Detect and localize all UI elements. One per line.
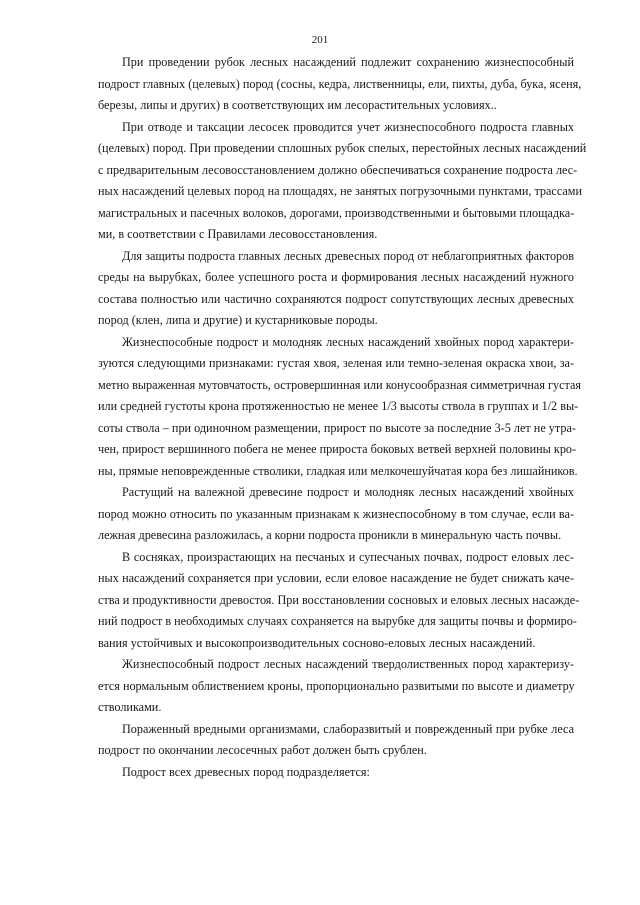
- text-line: Растущий на валежной древесине подрост и молодняк лесных насаждений хвойных: [122, 485, 574, 499]
- paragraph: [98, 332, 581, 483]
- text-line: с предварительным лесовосстановлением должно обеспечиваться сохранение подроста лес-: [98, 162, 578, 177]
- text-line: метно выраженная мутовчатость, островершинная или конусообразная симметричная густая: [98, 377, 581, 392]
- text-line: ми, в соответствии с Правилами лесовосстановления.: [98, 227, 378, 241]
- text-line: ется нормальным облиствением кроны, пропорционально развитыми по высоте и диаметру: [98, 678, 575, 693]
- paragraph: [98, 246, 574, 332]
- text-line: подрост главных (целевых) пород (сосны, кедра, лиственницы, ели, пихты, дуба, бука, ясеня,: [98, 76, 582, 91]
- text-line: Жизнеспособный подрост лесных насаждений твердолиственных пород характеризу-: [122, 657, 574, 671]
- text-line: Пораженный вредными организмами, слаборазвитый и поврежденный при рубке леса: [122, 721, 574, 736]
- text-line: стволиками.: [98, 700, 162, 714]
- text-line: ных насаждений сохраняется при условии, если еловое насаждение не будет снижать каче-: [98, 571, 574, 585]
- body-text: [98, 52, 587, 783]
- text-line: подрост по окончании лесосечных работ должен быть срублен.: [98, 743, 427, 757]
- paragraph: [98, 482, 574, 547]
- text-line: зуются следующими признаками: густая хвоя, зеленая или темно-зеленая окраска хвои, за-: [98, 356, 574, 370]
- text-line: При проведении рубок лесных насаждений подлежит сохранению жизнеспособный: [122, 55, 574, 69]
- paragraph: [98, 52, 582, 117]
- text-line: Жизнеспособные подрост и молодняк лесных насаждений хвойных пород характери-: [122, 334, 574, 349]
- paragraph: [98, 762, 574, 784]
- text-line: пород (клен, липа и другие) и кустарниковые породы.: [98, 313, 378, 327]
- paragraph: [98, 719, 574, 762]
- text-line: ний подрост в необходимых случаях сохраняется на вырубке для защиты почвы и формиро-: [98, 614, 577, 628]
- text-line: пород можно относить по указанным признакам к жизнеспособному в том случае, если ва-: [98, 506, 574, 521]
- text-line: состава полностью или частично сохраняются подрост сопутствующих лесных древесных: [98, 291, 574, 306]
- page-number: 201: [311, 34, 329, 46]
- paragraph: [98, 654, 574, 719]
- text-line: или средней густоты крона протяженностью не менее 1/3 высоты ствола в группах и 1/2 вы-: [98, 399, 579, 413]
- text-line: чен, прирост вершинного побега не менее прироста боковых ветвей верхней половины кро-: [98, 442, 577, 456]
- text-line: лежная древесина разложилась, а корни подроста проникли в минеральную часть почвы.: [98, 528, 562, 542]
- text-line: Для защиты подроста главных лесных древесных пород от неблагоприятных факторов: [122, 248, 574, 263]
- text-line: (целевых) пород. При проведении сплошных рубок спелых, перестойных лесных насаждений: [98, 141, 587, 155]
- text-line: соты ствола – при одиночном размещении, прирост по высоте за последние 3-5 лет не утра-: [98, 420, 576, 435]
- text-line: ных насаждений целевых пород на площадях, не занятых погрузочными пунктами, трассами: [98, 184, 583, 198]
- text-line: березы, липы и других) в соответствующих им лесорастительных условиях..: [98, 98, 497, 112]
- text-line: В сосняках, произрастающих на песчаных и супесчаных почвах, подрост еловых лес-: [122, 549, 574, 564]
- text-line: Подрост всех древесных пород подразделяется:: [122, 764, 370, 779]
- paragraph: [98, 117, 587, 246]
- text-line: среды на вырубках, более успешного роста и формирования лесных насаждений нужного: [98, 270, 574, 284]
- text-line: вания устойчивых и высокопроизводительных сосново-еловых лесных насаждений.: [98, 635, 536, 650]
- text-line: ства и продуктивности древостоя. При восстановлении сосновых и еловых лесных насажде-: [98, 592, 580, 607]
- text-line: магистральных и пасечных волоков, дорогами, производственными и бытовыми площадка-: [98, 205, 575, 220]
- paragraph: [98, 547, 580, 655]
- text-line: ны, прямые неповрежденные стволики, гладкая или мелкочешуйчатая кора без лишайников.: [98, 463, 578, 478]
- text-line: При отводе и таксации лесосек проводится учет жизнеспособного подроста главных: [122, 119, 574, 134]
